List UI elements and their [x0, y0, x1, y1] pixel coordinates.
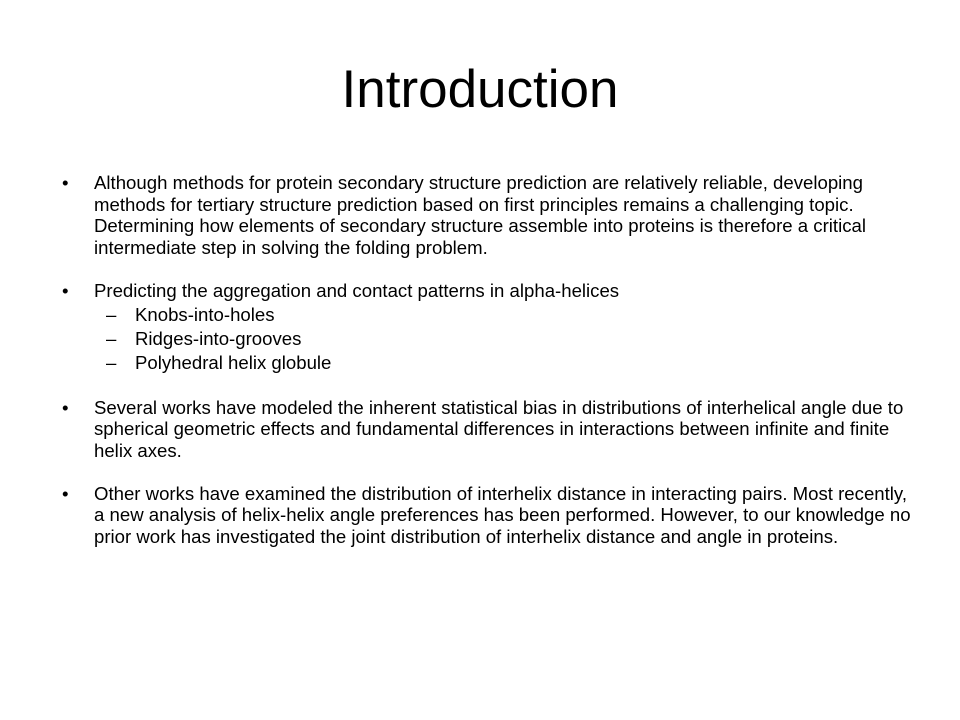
sub-bullet-text: Ridges-into-grooves	[135, 328, 302, 349]
sub-bullet-marker: –	[106, 352, 117, 373]
bullet-item	[62, 172, 922, 258]
bullet-text: Although methods for protein secondary structure prediction are relatively reliable, developing methods for tertiary structure prediction based on first principles remains a challenging topic. Determining how elements of secondary structure assemble into proteins is therefore a critical intermediate step in solving the folding problem.	[94, 172, 866, 258]
slide-title: Introduction	[341, 60, 619, 119]
sub-bullet-item	[94, 351, 922, 375]
bullet-text: Other works have examined the distribution of interhelix distance in interacting pairs. Most recently, a new analysis of helix-helix angle preferences has been performed. However, to our knowledge no prior work has investigated the joint distribution of interhelix distance and angle in proteins.	[94, 482, 911, 547]
bullet-marker: •	[62, 482, 69, 504]
bullet-item	[62, 483, 922, 548]
bullet-item	[62, 280, 922, 376]
sub-bullet-text: Polyhedral helix globule	[135, 352, 332, 373]
bullet-marker: •	[62, 396, 69, 418]
sub-bullet-marker: –	[106, 328, 117, 349]
bullet-text: Predicting the aggregation and contact patterns in alpha-helices	[94, 279, 620, 301]
sub-bullet-item	[94, 303, 922, 327]
sub-bullet-list	[94, 303, 922, 375]
sub-bullet-item	[94, 327, 922, 351]
bullet-marker: •	[62, 279, 69, 301]
bullet-item	[62, 397, 922, 462]
bullet-list	[62, 172, 922, 569]
bullet-text: Several works have modeled the inherent statistical bias in distributions of interhelical angle due to spherical geometric effects and fundamental differences in interactions between infinite and finite helix axes.	[94, 396, 904, 461]
sub-bullet-marker: –	[106, 304, 117, 325]
bullet-marker: •	[62, 172, 69, 193]
sub-bullet-text: Knobs-into-holes	[135, 304, 275, 325]
